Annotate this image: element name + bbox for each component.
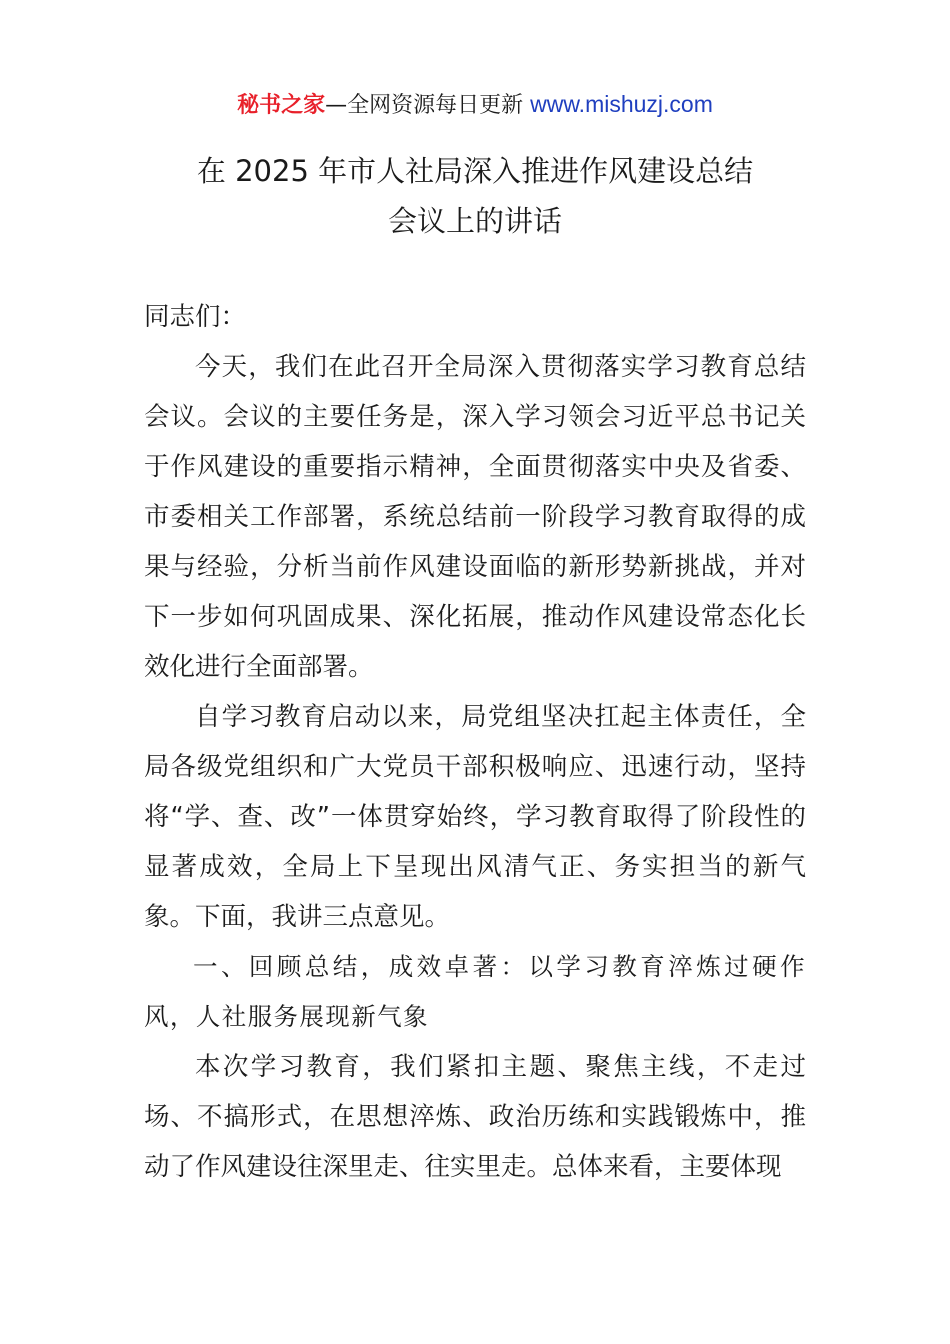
document-title [0, 146, 950, 246]
title-line-1: 在 2025 年市人社局深入推进作风建设总结 [196, 154, 754, 188]
body-paragraph-3: 本次学习教育，我们紧扣主题、聚焦主线，不走过场、不搞形式，在思想淬炼、政治历练和实践锻炼中，推动了作风建设往深里走、往实里走。总体来看，主要体现 [144, 1052, 806, 1182]
salutation: 同志们： [144, 302, 247, 332]
site-url-link[interactable]: www.mishuzj.com [530, 91, 713, 117]
body-paragraph-1: 今天，我们在此召开全局深入贯彻落实学习教育总结会议。会议的主要任务是，深入学习领会习近平总书记关于作风建设的重要指示精神，全面贯彻落实中央及省委、市委相关工作部署，系统总结前一阶段学习教育取得的成果与经验，分析当前作风建设面临的新形势新挑战，并对下一步如何巩固成果、深化拓展，推动作风建设常态化长效化进行全面部署。 [144, 352, 806, 682]
header-tagline: —全网资源每日更新 [325, 93, 531, 118]
title-line-2: 会议上的讲话 [387, 204, 562, 238]
brand-name: 秘书之家 [237, 93, 326, 118]
body-paragraph-2: 自学习教育启动以来，局党组坚决扛起主体责任，全局各级党组织和广大党员干部积极响应、迅速行动，坚持将“学、查、改”一体贯穿始终，学习教育取得了阶段性的显著成效，全局上下呈现出风清气正、务实担当的新气象。下面，我讲三点意见。 [144, 702, 806, 932]
site-header [0, 88, 950, 122]
document-body [144, 292, 806, 1192]
section-heading-1: 一、回顾总结，成效卓著：以学习教育淬炼过硬作风，人社服务展现新气象 [144, 952, 806, 1031]
